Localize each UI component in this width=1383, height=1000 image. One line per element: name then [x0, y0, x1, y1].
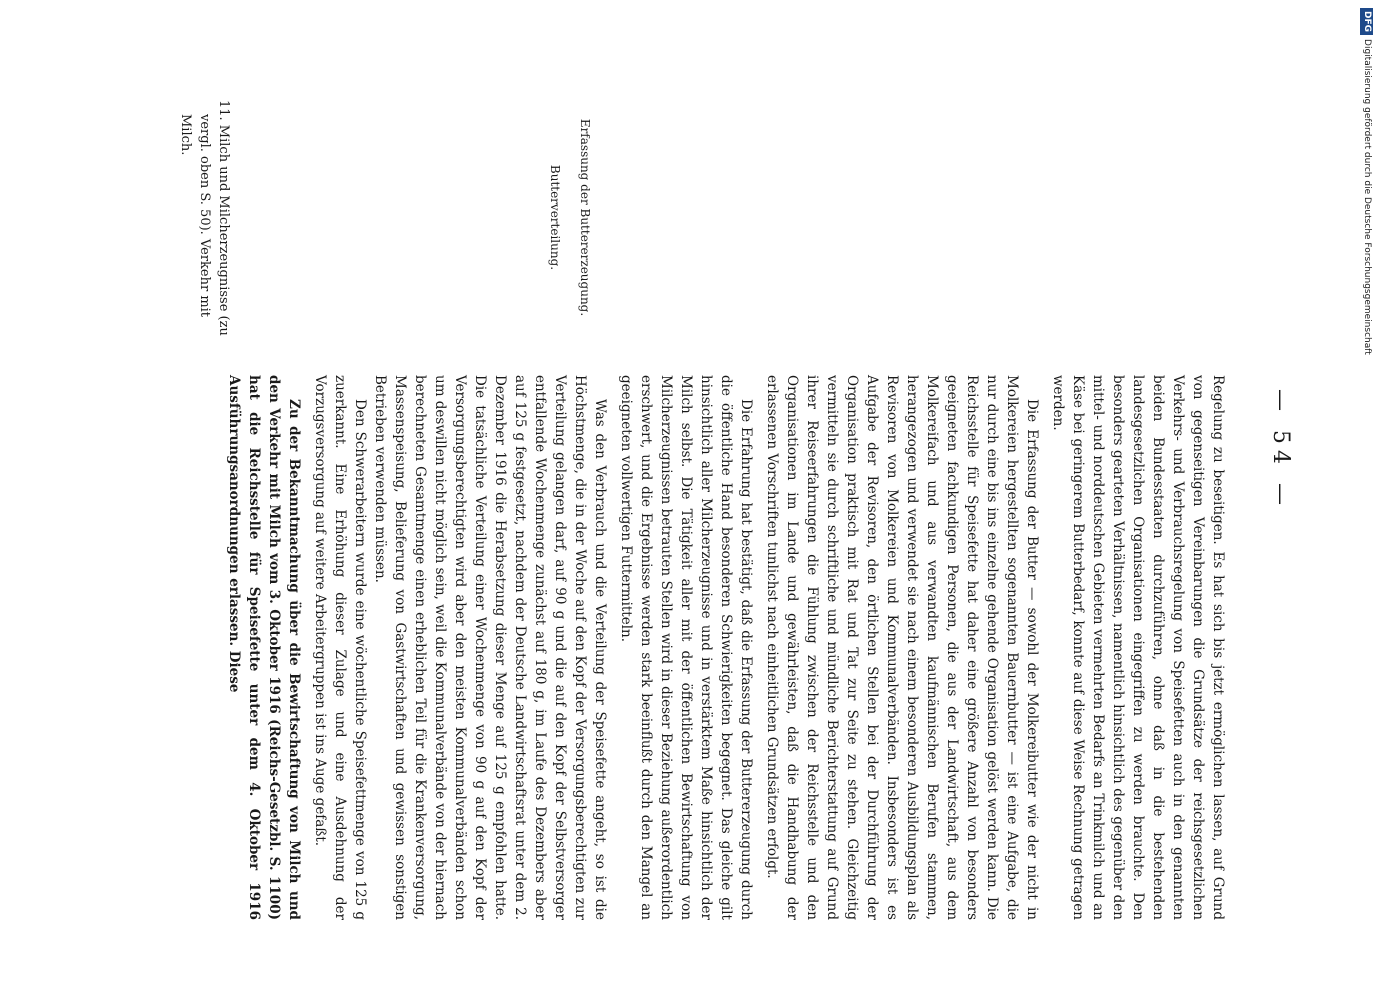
sidenote-butter-distribution: Butterverteilung.: [548, 164, 562, 271]
paragraph: Den Schwerarbeitern wurde eine wöchentliche Speisefettmenge von 125 g zuerkannt. Eine Erhöhung dieser Zulage und eine Ausdehnung der Vorzugsversorgung auf weitere Arbeitergruppen ist ins Auge gefaßt.: [312, 375, 368, 920]
dfg-credit-text: Digitalisierung gefördert durch die Deutsche Forschungsgemeinschaft: [1362, 39, 1372, 355]
dfg-logo: DFG: [1360, 8, 1373, 35]
sidenote-butter-collection: Erfassung der Buttererzeugung.: [578, 118, 592, 317]
paragraph: Regelung zu beseitigen. Es hat sich bis jetzt ermöglichen lassen, auf Grund von gegenseitigen Vereinbarungen die Grundsätze der reichsgesetzlichen Verkehrs- und Verbrauchsregelung von Speisefetten auch in den genannten beiden Bundesstaaten durchzuführen, ohne daß in die bestehenden landesgesetzlichen Organisationen eingegriffen zu werden brauchte. Den besonders gearteten Verhältnissen, namentlich hinsichtlich des gegenüber den mittel- und norddeutschen Gebieten vermehrten Bedarfs an Trinkmilch und an Käse bei geringerem Butterbedarf, konnte auf diese Weise Rechnung getragen werden.: [1050, 375, 1226, 920]
paragraph: Die Erfahrung hat bestätigt, daß die Erfassung der Buttererzeugung durch die öffentliche Hand besonderen Schwierigkeiten begegnet. Das gleiche gilt hinsichtlich aller Milcherzeugnisse und in verstärktem Maße hinsichtlich der Milch selbst. Die Tätigkeit aller mit der öffentlichen Bewirtschaftung von Milcherzeugnissen betrauten Stellen wird in dieser Beziehung außerordentlich erschwert, und die Ergebnisse werden stark beeinflußt durch den Mangel an geeigneten vollwertigen Futtermitteln.: [618, 375, 754, 920]
paragraph: Die Erfassung der Butter — sowohl der Molkereibutter wie der nicht in Molkereien hergestellten sogenannten Bauernbutter — ist eine Aufgabe, die nur durch eine bis ins einzelne gehende Organisation gelöst werden kann. Die Reichsstelle für Speisefette hat daher eine größere Anzahl von besonders geeigneten fachkundigen Personen, die aus der Landwirtschaft, aus dem Molkereifach und aus verwandten kaufmännischen Berufen stammen, herangezogen und verwendet sie nach einem besonderen Ausbildungsplan als Revisoren von Molkereien und Kommunalverbänden. Insbesonders ist es Aufgabe der Revisoren, den örtlichen Stellen bei der Durchführung der Organisation praktisch mit Rat und Tat zur Seite zu stehen. Gleichzeitig vermitteln sie durch schriftliche und mündliche Berichterstattung auf Grund ihrer Reiseerfahrungen die Fühlung zwischen der Reichsstelle und den Organisationen im Lande und gewährleisten, daß die Handhabung der erlassenen Vorschriften tunlichst nach einheitlichen Grundsätzen erfolgt.: [764, 375, 1040, 920]
paragraph: Zu der Bekanntmachung über die Bewirtschaftung von Milch und den Verkehr mit Milch vom 3. Oktober 1916 (Reichs-Gesetzbl. S. 1100) hat die Reichsstelle für Speisefette unter dem 4. Oktober 1916 Ausführungsanordnungen erlassen. Diese: [226, 375, 302, 920]
dfg-credit: [1362, 8, 1380, 988]
paragraph: Was den Verbrauch und die Verteilung der Speisefette angeht, so ist die Höchstmenge, die in der Woche auf den Kopf der Versorgungsberechtigten zur Verteilung gelangen darf, auf 90 g und die auf den Kopf der Selbstversorger entfallende Wochenmenge zunächst auf 180 g, im Laufe des Dezembers aber auf 125 g festgesetzt, nachdem der Deutsche Landwirtschaftsrat unter dem 2. Dezember 1916 die Herabsetzung dieser Menge auf 125 g empfohlen hatte. Die tatsächliche Verteilung einer Wochenmenge von 90 g auf den Kopf der Versorgungsberechtigten wird aber den meisten Kommunalverbänden schon um deswillen nicht möglich sein, weil die Kommunalverbände von der hiernach berechneten Gesamtmenge einen erheblichen Teil für die Krankenversorgung, Massenspeisung, Belieferung von Gastwirtschaften und gewissen sonstigen Betrieben verwenden müssen.: [372, 375, 608, 920]
page-number: — 54 —: [1268, 389, 1293, 511]
sidenote-milk-section: 11. Milch und Milcherzeugnisse (zu vergl. oben S. 50). Verkehr mit Milch.: [178, 100, 231, 336]
